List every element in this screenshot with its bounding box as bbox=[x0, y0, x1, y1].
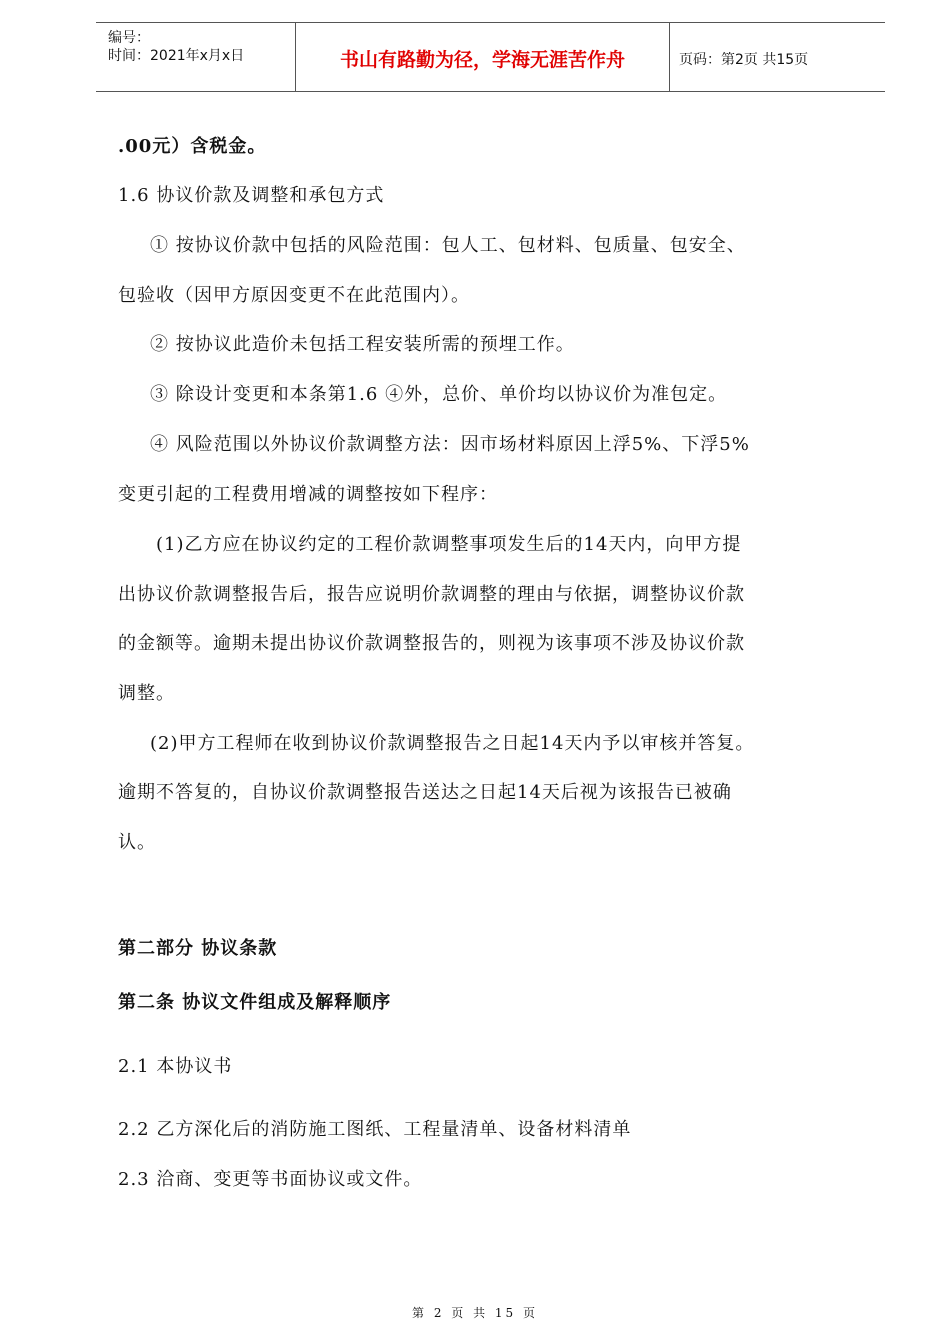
page-header bbox=[96, 22, 885, 92]
text-line: 认。 bbox=[118, 832, 156, 853]
text-line: .00元）含税金。 bbox=[118, 136, 267, 157]
motto: 书山有路勤为径，学海无涯苦作舟 bbox=[339, 49, 625, 71]
time-label: 时间：2021年x月x日 bbox=[108, 48, 245, 64]
text-line: 变更引起的工程费用增减的调整按如下程序： bbox=[118, 484, 498, 505]
text-line: 出协议价款调整报告后，报告应说明价款调整的理由与依据，调整协议价款 bbox=[118, 584, 745, 605]
text-line: (2)甲方工程师在收到协议价款调整报告之日起14天内予以审核并答复。 bbox=[150, 733, 755, 754]
text-line: 调整。 bbox=[118, 683, 175, 704]
text-line: (1)乙方应在协议约定的工程价款调整事项发生后的14天内，向甲方提 bbox=[156, 534, 742, 555]
list-item: 2.3 洽商、变更等书面协议或文件。 bbox=[118, 1169, 423, 1190]
article-heading: 第二条 协议文件组成及解释顺序 bbox=[118, 992, 392, 1013]
page-info: 页码：第2页 共15页 bbox=[679, 52, 809, 68]
number-label: 编号： bbox=[108, 30, 150, 46]
section-heading: 1.6 协议价款及调整和承包方式 bbox=[118, 185, 385, 206]
text-line: ④ 风险范围以外协议价款调整方法：因市场材料原因上浮5%、下浮5% bbox=[150, 434, 750, 455]
header-page-cell bbox=[669, 23, 885, 91]
text-line: 逾期不答复的，自协议价款调整报告送达之日起14天后视为该报告已被确 bbox=[118, 782, 732, 803]
text-line: 包验收（因甲方原因变更不在此范围内）。 bbox=[118, 285, 470, 306]
header-meta bbox=[96, 23, 295, 91]
text-line: 的金额等。逾期未提出协议价款调整报告的，则视为该事项不涉及协议价款 bbox=[118, 633, 745, 654]
page-footer: 第 2 页 共 15 页 bbox=[412, 1306, 538, 1320]
text-line: ① 按协议价款中包括的风险范围：包人工、包材料、包质量、包安全、 bbox=[150, 235, 746, 256]
text-line: ③ 除设计变更和本条第1.6 ④外，总价、单价均以协议价为准包定。 bbox=[150, 384, 728, 405]
text-line: ② 按协议此造价未包括工程安装所需的预埋工作。 bbox=[150, 334, 575, 355]
list-item: 2.1 本协议书 bbox=[118, 1056, 233, 1077]
part-heading: 第二部分 协议条款 bbox=[118, 938, 278, 959]
list-item: 2.2 乙方深化后的消防施工图纸、工程量清单、设备材料清单 bbox=[118, 1119, 632, 1140]
header-motto-cell bbox=[295, 23, 670, 91]
